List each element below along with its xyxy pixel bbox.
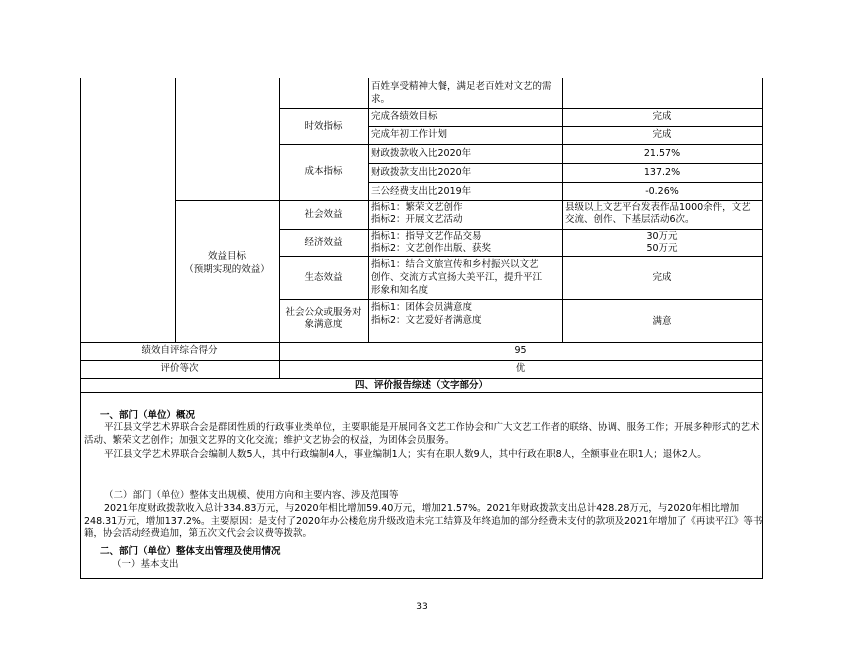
report-paragraph-1: 平江县文学艺术界联合会是群团性质的行政事业类单位，主要职能是开展同各文艺工作协会和广大文艺工作者的联络、协调、服务工作；开展多种形式的艺术活动、繁荣文艺创作；加强文艺界的文化交流；维护文艺协会的权益，为团体会员服务。 [84, 422, 760, 446]
social-index-1: 指标1：繁荣文艺创作 [371, 202, 463, 213]
economic-value-1: 30万元 [646, 231, 678, 242]
benefit-index-text: 百姓享受精神大餐，满足老百姓对文艺的需求。 [371, 81, 552, 105]
timeliness-value-2: 完成 [652, 129, 672, 140]
economic-benefit-label: 经济效益 [304, 237, 343, 248]
social-index-2: 指标2：开展文艺活动 [371, 214, 463, 225]
economic-value-2: 50万元 [646, 243, 678, 254]
ecological-benefit-label: 生态效益 [304, 272, 343, 283]
report-paragraph-2: 平江县文学艺术界联合会编制人数5人，其中行政编制4人，事业编制1人；实有在职人数9人，其中行政在职8人，全额事业在职1人；退休2人。 [104, 449, 707, 460]
satisfaction-value: 满意 [652, 316, 672, 327]
cost-index-3: 三公经费支出比2019年 [371, 186, 472, 197]
satisfaction-label: 社会公众或服务对 [285, 307, 362, 318]
social-value-1: 县级以上文艺平台发表作品1000余件，文艺 [565, 202, 751, 213]
cost-index-1: 财政拨款收入比2020年 [371, 148, 472, 159]
benefit-goal-label: 效益目标 [207, 251, 246, 262]
economic-index-2: 指标2：文艺创作出版、获奖 [371, 243, 492, 254]
satisfaction-index-2: 指标2：文艺爱好者满意度 [371, 315, 482, 326]
score-value: 95 [514, 345, 527, 356]
satisfaction-index-1: 指标1：团体会员满意度 [371, 302, 473, 313]
cost-value-2: 137.2% [643, 167, 681, 178]
timeliness-label: 时效指标 [304, 121, 343, 132]
report-paragraph-3: 2021年度财政拨款收入总计334.83万元，与2020年相比增加59.40万元，增加21.57%。2021年财政拨款支出总计428.28万元，与2020年相比增加248.31万元，增加137.2%。主要原因：是支付了2020年办公楼危房升级改造未完工结算及年终追加的部分经费未支付的款项及2021年增加了《再读平江》等书籍，协会活动经费追加，第五次文代会会议费等拨款。 [84, 503, 763, 539]
social-value-2: 交流、创作、下基层活动6次。 [565, 214, 695, 225]
social-benefit-label: 社会效益 [304, 209, 343, 220]
ecological-index-1: 指标1：结合文旅宣传和乡村振兴以文艺 [371, 259, 539, 270]
report-heading-1: 一、部门（单位）概况 [100, 410, 196, 421]
ecological-index-3: 形象和知名度 [371, 285, 429, 296]
timeliness-index-2: 完成年初工作计划 [371, 129, 448, 140]
cost-index-2: 财政拨款支出比2020年 [371, 167, 472, 178]
economic-index-1: 指标1：指导文艺作品交易 [371, 231, 482, 242]
benefit-goal-sublabel: （预期实现的效益） [184, 264, 270, 275]
cost-value-1: 21.57% [643, 148, 681, 159]
report-heading-4: （一）基本支出 [112, 559, 179, 570]
page-number: 33 [416, 602, 428, 612]
cost-label: 成本指标 [304, 166, 343, 177]
section-title: 四、评价报告综述（文字部分） [354, 380, 488, 391]
ecological-value: 完成 [652, 272, 672, 283]
report-heading-3: 二、部门（单位）整体支出管理及使用情况 [100, 546, 281, 557]
ecological-index-2: 创作、交流方式宣扬大美平江，提升平江 [371, 272, 543, 283]
grade-label: 评价等次 [160, 363, 199, 374]
grade-value: 优 [515, 363, 526, 374]
report-heading-2: （二）部门（单位）整体支出规模、使用方向和主要内容、涉及范围等 [104, 490, 399, 501]
timeliness-value-1: 完成 [652, 111, 672, 122]
cost-value-3: -0.26% [645, 186, 679, 197]
satisfaction-label-2: 象满意度 [304, 319, 343, 330]
timeliness-index-1: 完成各绩效目标 [371, 111, 438, 122]
score-label: 绩效自评综合得分 [141, 345, 218, 356]
